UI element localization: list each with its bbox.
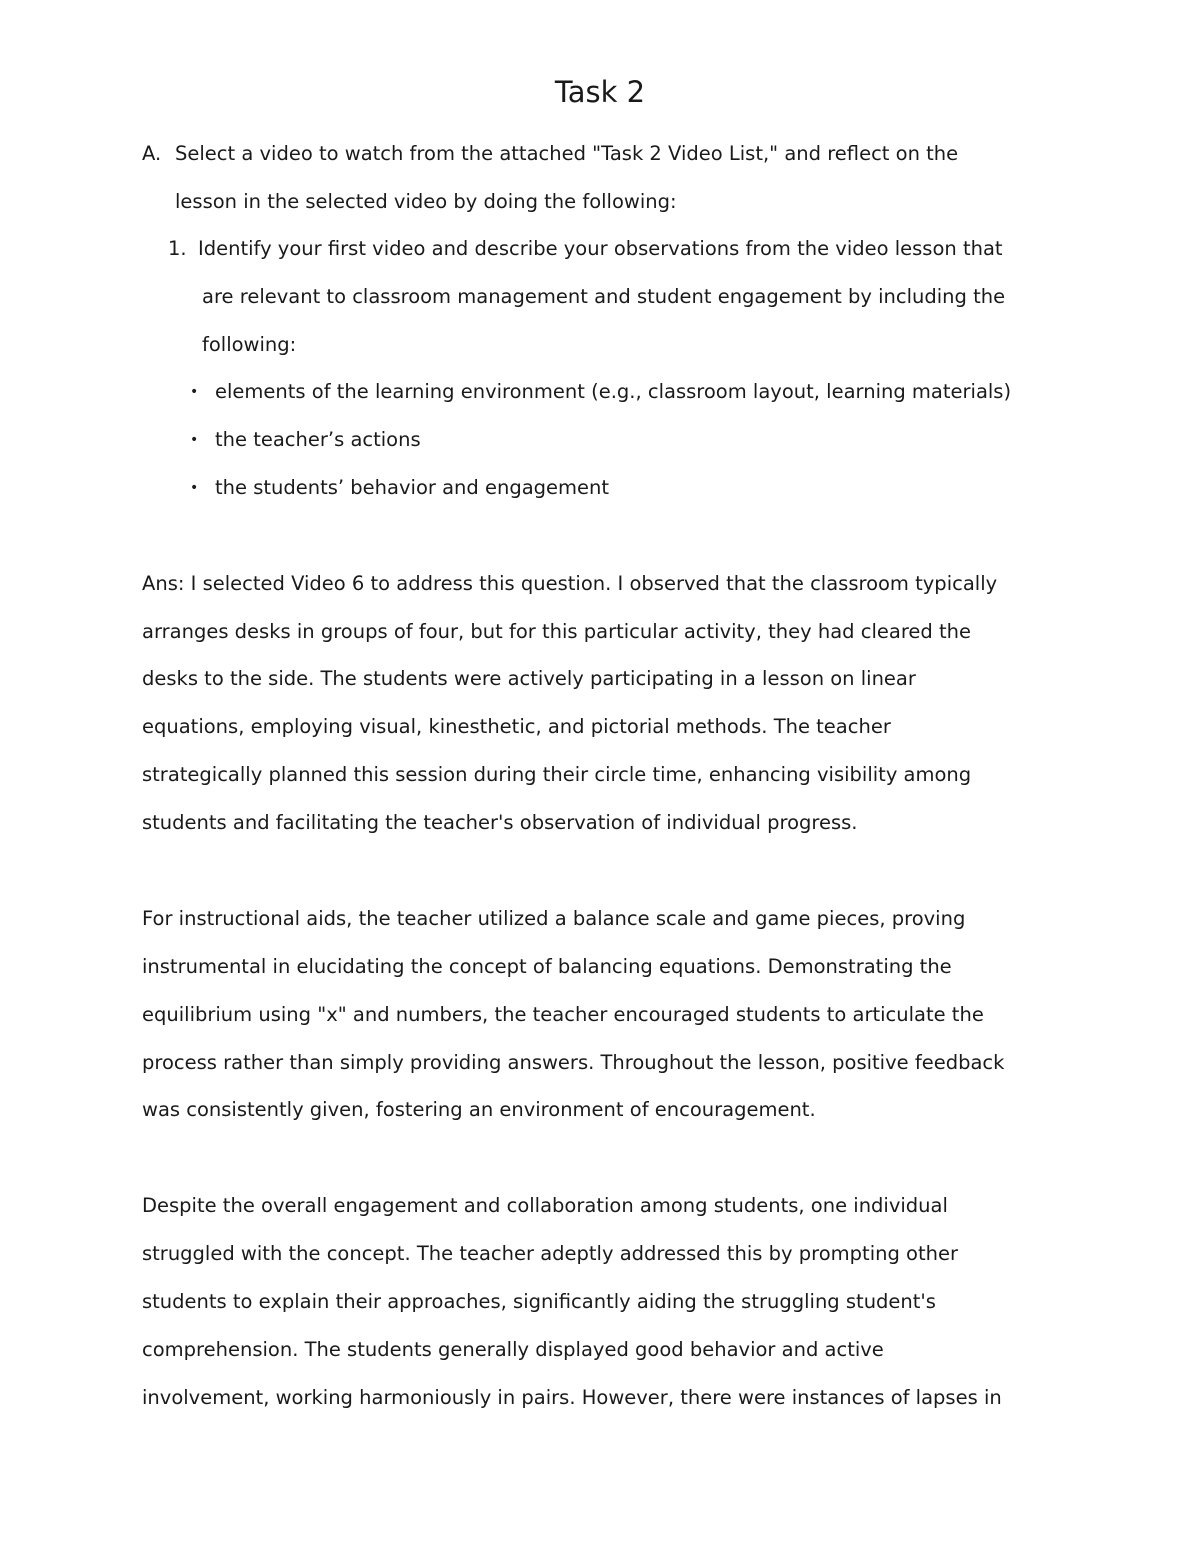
- paragraph-3-line-4: comprehension. The students generally displayed good behavior and active: [142, 1338, 884, 1361]
- paragraph-2-line-2: instrumental in elucidating the concept of balancing equations. Demonstrating the: [142, 955, 952, 978]
- page-title: Task 2: [554, 75, 646, 109]
- item-1-line-3: following:: [202, 333, 297, 356]
- paragraph-3-line-2: struggled with the concept. The teacher adeptly addressed this by prompting other: [142, 1242, 959, 1265]
- paragraph-2-line-5: was consistently given, fostering an environment of encouragement.: [142, 1098, 816, 1121]
- item-1-marker: 1.: [168, 237, 187, 260]
- answer-line-3: desks to the side. The students were actively participating in a lesson on linear: [142, 667, 916, 690]
- paragraph-2-line-3: equilibrium using "x" and numbers, the teacher encouraged students to articulate the: [142, 1003, 984, 1026]
- answer-line-1: Ans: I selected Video 6 to address this question. I observed that the classroom typically: [142, 572, 998, 595]
- bullet-dot-icon: •: [190, 480, 199, 496]
- bullet-item-1: elements of the learning environment (e.g., classroom layout, learning materials): [215, 380, 1012, 403]
- answer-line-4: equations, employing visual, kinesthetic, and pictorial methods. The teacher: [142, 715, 891, 738]
- section-a-line-1: Select a video to watch from the attached "Task 2 Video List," and reflect on the: [175, 142, 959, 165]
- answer-line-5: strategically planned this session during their circle time, enhancing visibility among: [142, 763, 972, 786]
- bullet-item-2: the teacher’s actions: [215, 428, 421, 451]
- item-1-line-1: Identify your first video and describe your observations from the video lesson that: [198, 237, 1003, 260]
- item-1-line-2: are relevant to classroom management and student engagement by including the: [202, 285, 1006, 308]
- bullet-dot-icon: •: [190, 384, 199, 400]
- paragraph-2-line-1: For instructional aids, the teacher utilized a balance scale and game pieces, proving: [142, 907, 966, 930]
- answer-line-6: students and facilitating the teacher's observation of individual progress.: [142, 811, 858, 834]
- paragraph-3-line-3: students to explain their approaches, significantly aiding the struggling student's: [142, 1290, 936, 1313]
- section-a-line-2: lesson in the selected video by doing the following:: [175, 190, 677, 213]
- paragraph-3-line-1: Despite the overall engagement and collaboration among students, one individual: [142, 1194, 948, 1217]
- paragraph-2-line-4: process rather than simply providing answers. Throughout the lesson, positive feedback: [142, 1051, 1005, 1074]
- section-a-marker: A.: [142, 142, 162, 165]
- bullet-dot-icon: •: [190, 432, 199, 448]
- bullet-item-3: the students’ behavior and engagement: [215, 476, 610, 499]
- paragraph-3-line-5: involvement, working harmoniously in pairs. However, there were instances of lapses in: [142, 1386, 1002, 1409]
- answer-line-2: arranges desks in groups of four, but for this particular activity, they had cleared the: [142, 620, 971, 643]
